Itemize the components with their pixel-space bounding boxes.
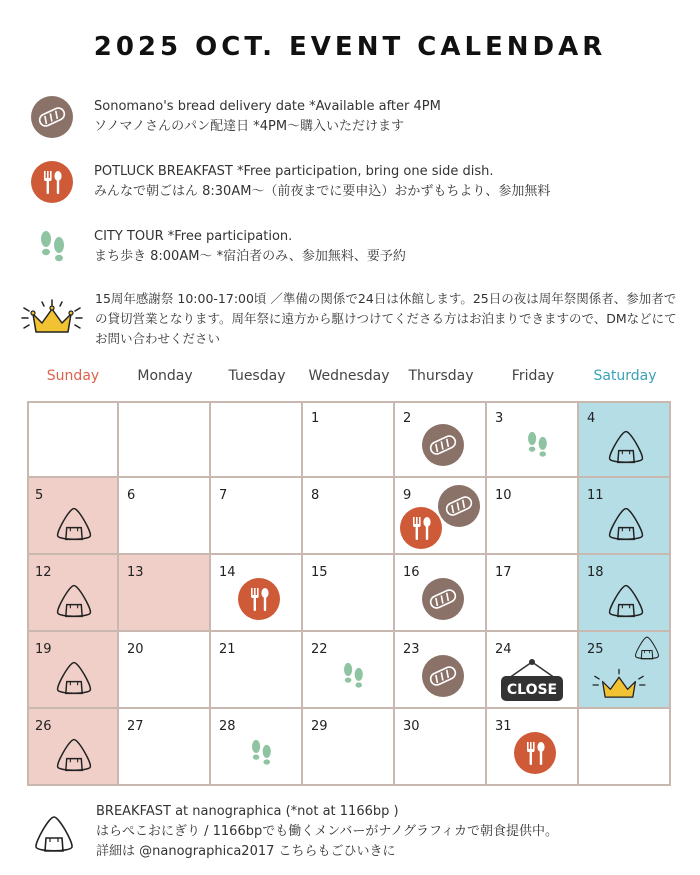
calendar-day-26 <box>27 709 119 786</box>
calendar-grid <box>27 401 671 786</box>
day-number: 2 <box>403 411 412 426</box>
calendar-day-23 <box>395 632 487 709</box>
day-number: 7 <box>219 488 228 503</box>
legend-potluck-en: POTLUCK BREAKFAST *Free participation, bring one side dish. <box>94 164 494 179</box>
calendar-day-7 <box>211 478 303 555</box>
weekday-friday: Friday <box>511 368 555 384</box>
crown-icon <box>589 666 649 708</box>
calendar-day-16 <box>395 555 487 632</box>
day-number: 24 <box>495 642 512 657</box>
calendar-day-5 <box>27 478 119 555</box>
fork-spoon-icon <box>30 160 74 208</box>
day-number: 31 <box>495 719 512 734</box>
legend-potluck <box>30 160 680 204</box>
fork-spoon-icon <box>399 506 443 554</box>
legend-bread-en: Sonomano's bread delivery date *Available after 4PM <box>94 99 441 114</box>
onigiri-icon <box>30 812 78 860</box>
legend-potluck-ja: みんなで朝ごはん 8:30AM～（前夜までに要申込）おかずもちより、参加無料 <box>94 184 551 199</box>
footer-line-3: 詳細は @nanographica2017 こちらもごひいきに <box>96 844 396 859</box>
day-number: 12 <box>35 565 52 580</box>
day-number: 26 <box>35 719 52 734</box>
calendar-day-3 <box>487 401 579 478</box>
anniversary-notice: 15周年感謝祭 10:00-17:00頃 ／準備の関係で24日は休館します。25日の夜は周年祭関係者、参加者での貸切営業となります。周年祭に遠方から駆けつけてくださる方はお泊まりできますので、DMなどにてお問い合わせください <box>95 291 677 346</box>
bread-icon <box>421 654 465 702</box>
day-number: 16 <box>403 565 420 580</box>
day-number: 5 <box>35 488 44 503</box>
day-number: 30 <box>403 719 420 734</box>
onigiri-icon <box>631 634 663 666</box>
onigiri-icon <box>51 658 97 702</box>
calendar-day-31 <box>487 709 579 786</box>
footer-breakfast <box>96 802 558 862</box>
onigiri-icon <box>51 735 97 779</box>
legend-citytour-ja: まち歩き 8:00AM～ *宿泊者のみ、参加無料、要予約 <box>94 249 406 264</box>
legend-citytour-en: CITY TOUR *Free participation. <box>94 229 293 244</box>
bread-icon <box>421 577 465 625</box>
weekday-thursday: Thursday <box>408 368 474 384</box>
calendar-day-29 <box>303 709 395 786</box>
calendar-day-9 <box>395 478 487 555</box>
calendar-day-6 <box>119 478 211 555</box>
footprints-icon <box>335 658 371 698</box>
day-number: 10 <box>495 488 512 503</box>
weekday-wednesday: Wednesday <box>308 368 390 384</box>
day-number: 17 <box>495 565 512 580</box>
day-number: 19 <box>35 642 52 657</box>
day-number: 1 <box>311 411 320 426</box>
calendar-day-30 <box>395 709 487 786</box>
calendar-day-13 <box>119 555 211 632</box>
day-number: 20 <box>127 642 144 657</box>
close-sign-icon <box>499 658 565 708</box>
svg-text:CLOSE: CLOSE <box>506 682 558 698</box>
onigiri-icon <box>603 427 649 471</box>
onigiri-icon <box>51 581 97 625</box>
day-number: 27 <box>127 719 144 734</box>
day-number: 6 <box>127 488 136 503</box>
legend-bread <box>30 95 680 139</box>
fork-spoon-icon <box>513 731 557 779</box>
calendar-day-27 <box>119 709 211 786</box>
calendar-day-20 <box>119 632 211 709</box>
day-number: 25 <box>587 642 604 657</box>
fork-spoon-icon <box>237 577 281 625</box>
bread-icon <box>437 484 481 532</box>
legend-bread-text <box>94 97 441 137</box>
weekday-tuesday: Tuesday <box>228 368 286 384</box>
calendar-day-17 <box>487 555 579 632</box>
calendar-day-19 <box>27 632 119 709</box>
day-number: 28 <box>219 719 236 734</box>
day-number: 13 <box>127 565 144 580</box>
calendar-empty-cell <box>211 401 303 478</box>
day-number: 15 <box>311 565 328 580</box>
day-number: 21 <box>219 642 236 657</box>
calendar-empty-cell <box>27 401 119 478</box>
day-number: 8 <box>311 488 320 503</box>
weekday-sunday: Sunday <box>46 368 100 384</box>
day-number: 18 <box>587 565 604 580</box>
calendar-day-21 <box>211 632 303 709</box>
calendar-day-2 <box>395 401 487 478</box>
calendar-day-28 <box>211 709 303 786</box>
calendar-empty-cell <box>579 709 671 786</box>
day-number: 4 <box>587 411 596 426</box>
weekday-monday: Monday <box>137 368 193 384</box>
calendar-day-8 <box>303 478 395 555</box>
calendar-day-11 <box>579 478 671 555</box>
onigiri-icon <box>51 504 97 548</box>
day-number: 23 <box>403 642 420 657</box>
footprints-icon <box>30 225 74 273</box>
footer-line-2: はらぺこおにぎり / 1166bpでも働くメンバーがナノグラフィカで朝食提供中。 <box>96 824 558 839</box>
calendar-day-12 <box>27 555 119 632</box>
day-number: 11 <box>587 488 604 503</box>
day-number: 29 <box>311 719 328 734</box>
onigiri-icon <box>603 581 649 625</box>
calendar-day-24 <box>487 632 579 709</box>
day-number: 3 <box>495 411 504 426</box>
calendar-day-18 <box>579 555 671 632</box>
calendar-day-25 <box>579 632 671 709</box>
legend-potluck-text <box>94 162 550 202</box>
calendar-day-22 <box>303 632 395 709</box>
onigiri-icon <box>603 504 649 548</box>
calendar-day-10 <box>487 478 579 555</box>
legend-citytour-text <box>94 227 406 267</box>
calendar-day-4 <box>579 401 671 478</box>
calendar-day-1 <box>303 401 395 478</box>
weekday-saturday: Saturday <box>593 368 657 384</box>
calendar-day-15 <box>303 555 395 632</box>
calendar-empty-cell <box>119 401 211 478</box>
bread-icon <box>30 95 74 143</box>
crown-icon <box>18 296 86 344</box>
day-number: 22 <box>311 642 328 657</box>
page-title: 2025 OCT. EVENT CALENDAR <box>93 32 607 62</box>
footprints-icon <box>519 427 555 467</box>
calendar-day-14 <box>211 555 303 632</box>
day-number: 14 <box>219 565 236 580</box>
day-number: 9 <box>403 488 412 503</box>
footprints-icon <box>243 735 279 775</box>
bread-icon <box>421 423 465 471</box>
legend-bread-ja: ソノマノさんのパン配達日 *4PM～購入いただけます <box>94 119 405 134</box>
footer-line-1: BREAKFAST at nanographica (*not at 1166bp ) <box>96 804 399 819</box>
legend-citytour <box>30 225 680 269</box>
